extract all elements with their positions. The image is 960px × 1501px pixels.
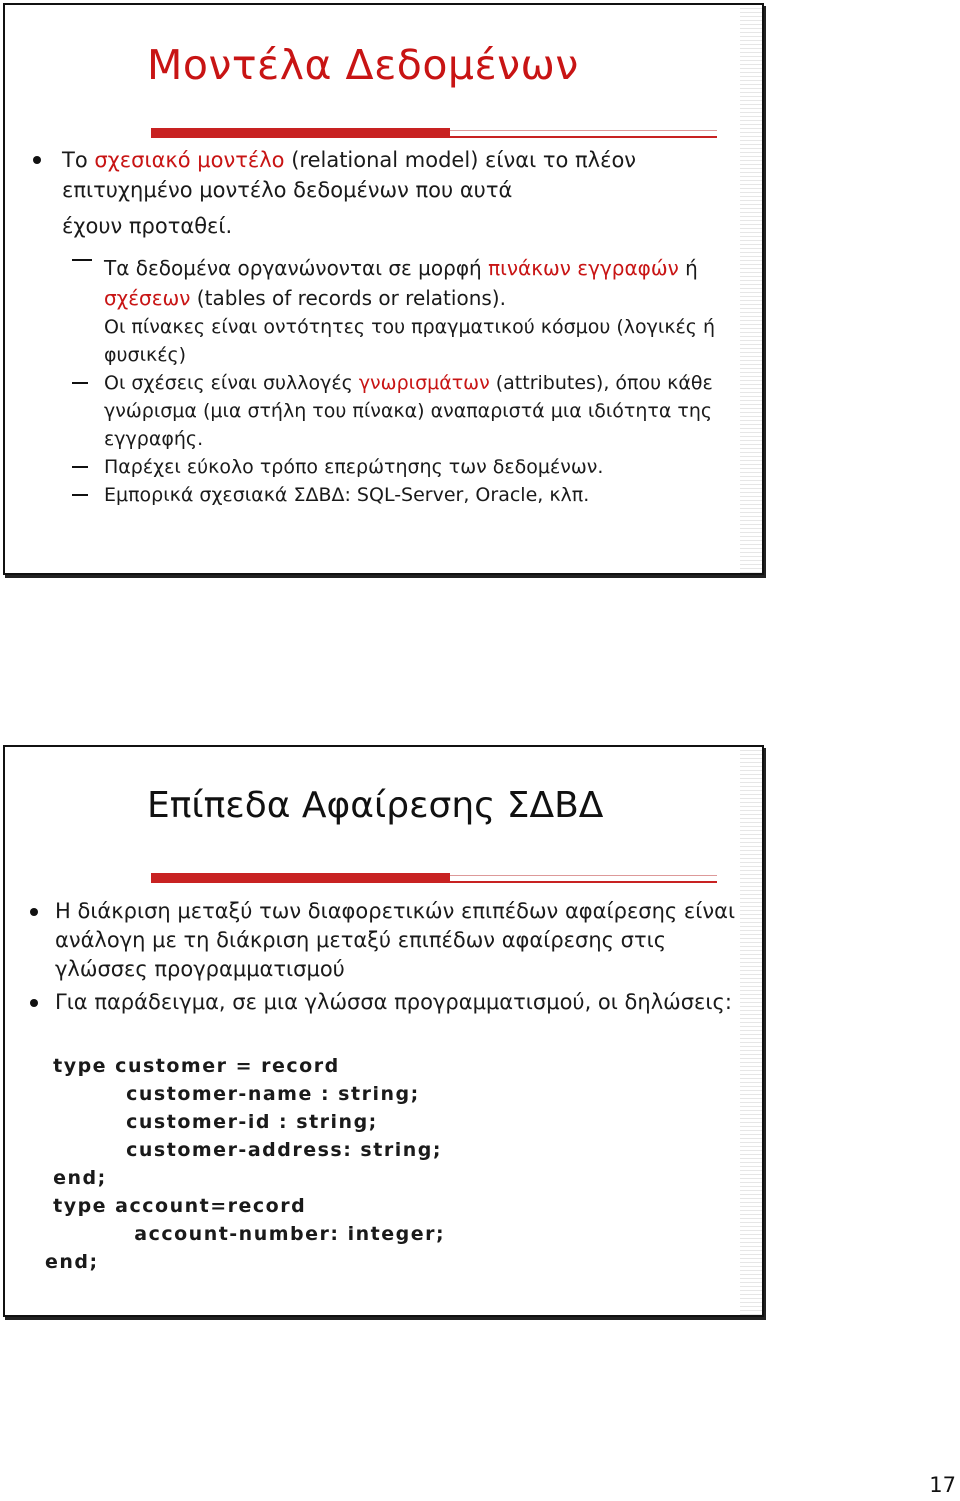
title-divider — [151, 128, 717, 140]
bullet-item — [27, 897, 737, 984]
sub-item: Εμπορικά σχεσιακά ΣΔΒΔ: SQL-Server, Oracle, κλπ. — [30, 481, 730, 509]
bullet-text-continued: έχουν προταθεί. — [62, 214, 233, 238]
highlight-term: σχέσεων — [104, 286, 191, 310]
bullet-item — [27, 988, 737, 1017]
title-divider — [151, 873, 717, 885]
code-line: type account=record — [45, 1195, 307, 1217]
code-line: customer-address: string; — [45, 1139, 442, 1161]
dash-icon — [72, 382, 88, 384]
bullet-text: (relational model) είναι το πλέον επιτυχημένο μοντέλο δεδομένων που αυτά — [62, 148, 637, 202]
code-line: end; — [45, 1167, 107, 1189]
bullet-text: Η διάκριση μεταξύ των διαφορετικών επιπέδων αφαίρεσης είναι ανάλογη με τη διάκριση μεταξύ επιπέδων αφαίρεσης στις γλώσσες προγραμματισμού — [55, 899, 736, 981]
code-line: customer-name : string; — [45, 1083, 420, 1105]
slide-abstraction-levels — [3, 745, 764, 1317]
bullet-dot-icon — [30, 999, 38, 1007]
highlight-term: γνωρισμάτων — [358, 372, 490, 394]
bullet-item — [30, 145, 730, 241]
sub-item: Τα δεδομένα οργανώνονται σε μορφή πινάκων εγγραφών ή σχέσεων (tables of records or relations). — [30, 253, 730, 313]
dash-icon — [72, 259, 92, 261]
slide-title: Μοντέλα Δεδομένων — [147, 41, 579, 89]
dash-icon — [72, 494, 88, 496]
dash-icon — [72, 466, 88, 468]
bullet-text: Για παράδειγμα, σε μια γλώσσα προγραμματισμού, οι δηλώσεις: — [55, 990, 732, 1014]
bullet-dot-icon — [30, 908, 38, 916]
code-line: account-number: integer; — [45, 1223, 446, 1245]
slide-body — [27, 897, 737, 1021]
bullet-text: Το — [62, 148, 95, 172]
code-line: customer-id : string; — [45, 1111, 378, 1133]
code-line: type customer = record — [45, 1055, 340, 1077]
highlight-term: πινάκων εγγραφών — [488, 256, 679, 280]
slide-edge-stripe — [740, 747, 762, 1315]
code-line: end; — [45, 1251, 99, 1273]
paragraph-text: Οι πίνακες είναι οντότητες του πραγματικού κόσμου (λογικές ή φυσικές) — [104, 316, 716, 366]
code-block — [45, 1052, 445, 1276]
sub-item: Παρέχει εύκολο τρόπο επερώτησης των δεδομένων. — [30, 453, 730, 481]
page-number: 17 — [929, 1473, 956, 1497]
slide-relational-model — [3, 3, 764, 575]
bullet-dot-icon — [33, 156, 41, 164]
slide-title: Επίπεδα Αφαίρεσης ΣΔΒΔ — [147, 785, 604, 826]
slide-body — [30, 145, 730, 509]
slide-edge-stripe — [740, 5, 762, 573]
sub-item: Οι σχέσεις είναι συλλογές γνωρισμάτων (attributes), όπου κάθε γνώρισμα (μια στήλη του πίνακα) αναπαριστά μια ιδιότητα της εγγραφής. — [30, 369, 730, 453]
highlight-term: σχεσιακό μοντέλο — [94, 148, 285, 172]
